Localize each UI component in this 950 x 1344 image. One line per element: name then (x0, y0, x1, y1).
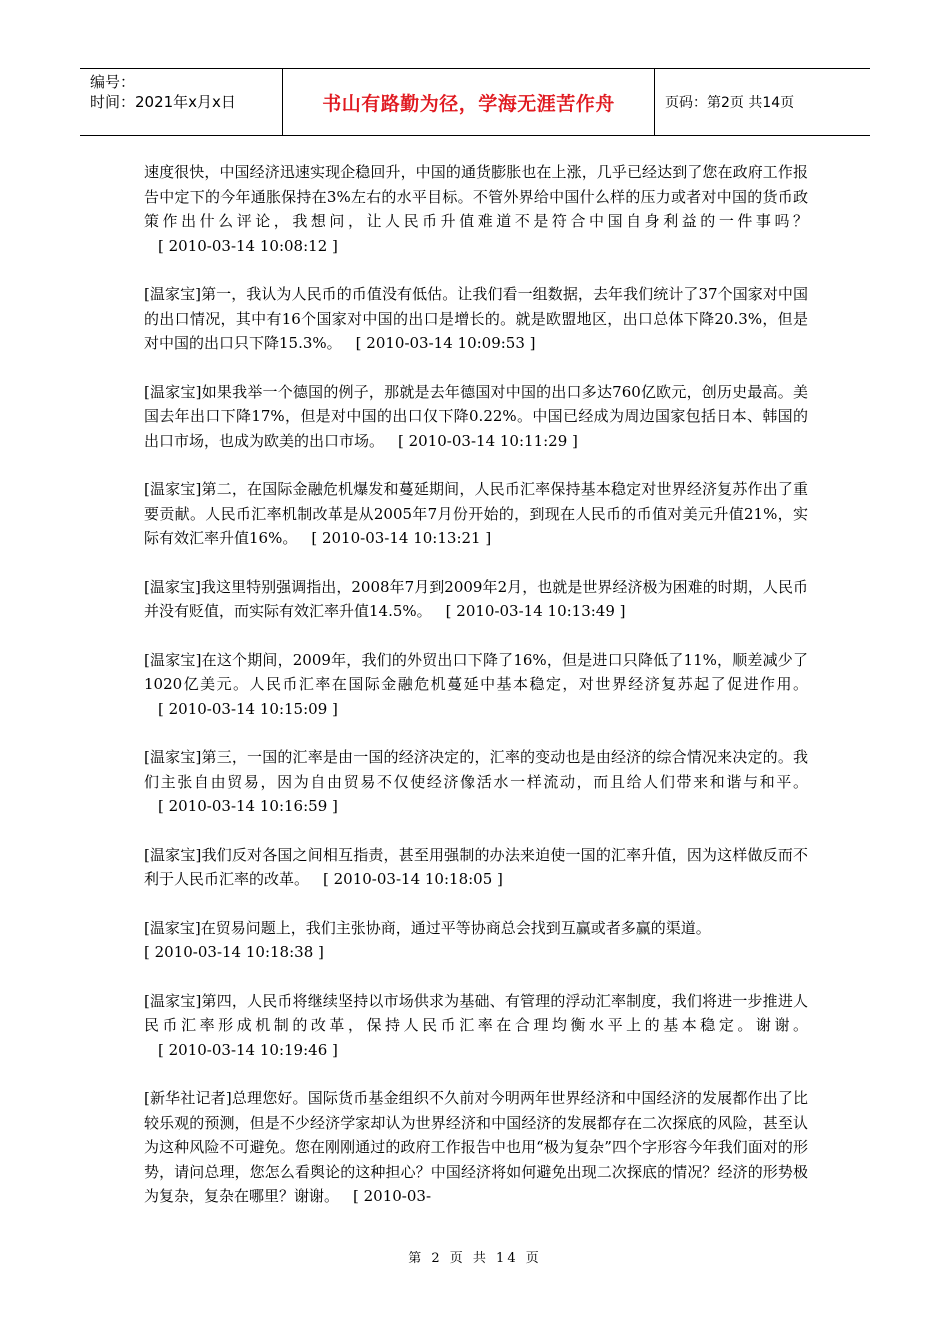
paragraph (144, 575, 808, 624)
paragraph-text: 第三，一国的汇率是由一国的经济决定的，汇率的变动也是由经济的综合情况来决定的。我们主张自由贸易，因为自由贸易不仅使经济像活水一样流动，而且给人们带来和谐与和平。 (144, 748, 808, 791)
timestamp: [ 2010-03-14 10:18:05 ] (323, 870, 503, 888)
timestamp: [ 2010-03- (353, 1187, 432, 1205)
speaker-label: [温家宝] (144, 918, 201, 937)
timestamp: [ 2010-03-14 10:19:46 ] (158, 1040, 338, 1059)
timestamp: [ 2010-03-14 10:08:12 ] (158, 236, 338, 255)
speaker-label: [温家宝] (144, 650, 202, 669)
document-body (144, 160, 808, 1233)
page-header (80, 68, 870, 136)
speaker-label: [温家宝] (144, 480, 202, 498)
timestamp: [ 2010-03-14 10:13:21 ] (311, 529, 492, 547)
paragraph-text: 第四，人民币将继续坚持以市场供求为基础、有管理的浮动汇率制度，我们将进一步推进人民币汇率形成机制的改革，保持人民币汇率在合理均衡水平上的基本稳定。谢谢。 (144, 991, 808, 1034)
paragraph (144, 477, 808, 551)
paragraph-text: 我这里特别强调指出，2008年7月到2009年2月，也就是世界经济极为困难的时期，人民币并没有贬值，而实际有效汇率升值14.5%。 (144, 577, 808, 620)
paragraph-text: 总理您好。国际货币基金组织不久前对今明两年世界经济和中国经济的发展都作出了比较乐观的预测，但是不少经济学家却认为世界经济和中国经济的发展都存在二次探底的风险，甚至认为这种风险不可避免。您在刚刚通过的政府工作报告中也用“极为复杂”四个字形容今年我们面对的形势，请问总理，您怎么看舆论的这种担心？中国经济将如何避免出现二次探底的情况？经济的形势极为复杂，复杂在哪里？谢谢。 (144, 1089, 808, 1205)
speaker-label: [新华社记者] (144, 1089, 232, 1107)
paragraph (144, 1086, 808, 1209)
page-footer: 第 2 页 共 14 页 (408, 1251, 542, 1266)
paragraph (144, 282, 808, 356)
paragraph (144, 745, 808, 819)
paragraph-text: 如果我举一个德国的例子，那就是去年德国对中国的出口多达760亿欧元，创历史最高。美国去年出口下降17%，但是对中国的出口仅下降0.22%。中国已经成为周边国家包括日本、韩国的出口市场，也成为欧美的出口市场。 (144, 382, 808, 450)
paragraph (144, 916, 808, 965)
paragraph-text: 在这个期间，2009年，我们的外贸出口下降了16%，但是进口只降低了11%，顺差减少了1020亿美元。人民币汇率在国际金融危机蔓延中基本稳定，对世界经济复苏起了促进作用。 (144, 650, 808, 693)
paragraph (144, 648, 808, 722)
speaker-label: [温家宝] (144, 285, 201, 303)
speaker-label: [温家宝] (144, 845, 202, 864)
paragraph (144, 989, 808, 1063)
date-label: 时间：2021年x月x日 (90, 93, 236, 111)
paragraph (144, 380, 808, 454)
header-motto: 书山有路勤为径，学海无涯苦作舟 (283, 69, 655, 135)
doc-number-label: 编号： (90, 73, 136, 91)
timestamp: [ 2010-03-14 10:09:53 ] (355, 334, 536, 352)
timestamp: [ 2010-03-14 10:13:49 ] (445, 602, 626, 620)
timestamp: [ 2010-03-14 10:15:09 ] (158, 699, 338, 718)
timestamp: [ 2010-03-14 10:16:59 ] (158, 797, 338, 815)
paragraph (144, 843, 808, 892)
speaker-label: [温家宝] (144, 991, 202, 1010)
timestamp: [ 2010-03-14 10:11:29 ] (398, 431, 578, 450)
speaker-label: [温家宝] (144, 748, 202, 766)
speaker-label: [温家宝] (144, 382, 202, 401)
paragraph-text: 第二，在国际金融危机爆发和蔓延期间，人民币汇率保持基本稳定对世界经济复苏作出了重要贡献。人民币汇率机制改革是从2005年7月份开始的，到现在人民币的币值对美元升值21%，实际有效汇率升值16%。 (144, 480, 808, 547)
header-page-label: 页码：第2页 共14页 (665, 95, 795, 111)
header-meta-cell (80, 69, 283, 135)
paragraph-text: 在贸易问题上，我们主张协商，通过平等协商总会找到互赢或者多赢的渠道。 (200, 918, 711, 937)
paragraph-text: 我们反对各国之间相互指责，甚至用强制的办法来迫使一国的汇率升值，因为这样做反而不利于人民币汇率的改革。 (144, 845, 808, 888)
paragraph-text: 速度很快，中国经济迅速实现企稳回升，中国的通货膨胀也在上涨，几乎已经达到了您在政府工作报告中定下的今年通胀保持在3%左右的水平目标。不管外界给中国什么样的压力或者对中国的货币政策作出什么评论，我想问，让人民币升值难道不是符合中国自身利益的一件事吗？ (144, 163, 808, 230)
paragraph (144, 160, 808, 258)
speaker-label: [温家宝] (144, 577, 201, 596)
paragraph-text: 第一，我认为人民币的币值没有低估。让我们看一组数据，去年我们统计了37个国家对中国的出口情况，其中有16个国家对中国的出口是增长的。就是欧盟地区，出口总体下降20.3%，但是对中国的出口只下降15.3%。 (144, 285, 808, 352)
timestamp: [ 2010-03-14 10:18:38 ] (144, 943, 324, 961)
